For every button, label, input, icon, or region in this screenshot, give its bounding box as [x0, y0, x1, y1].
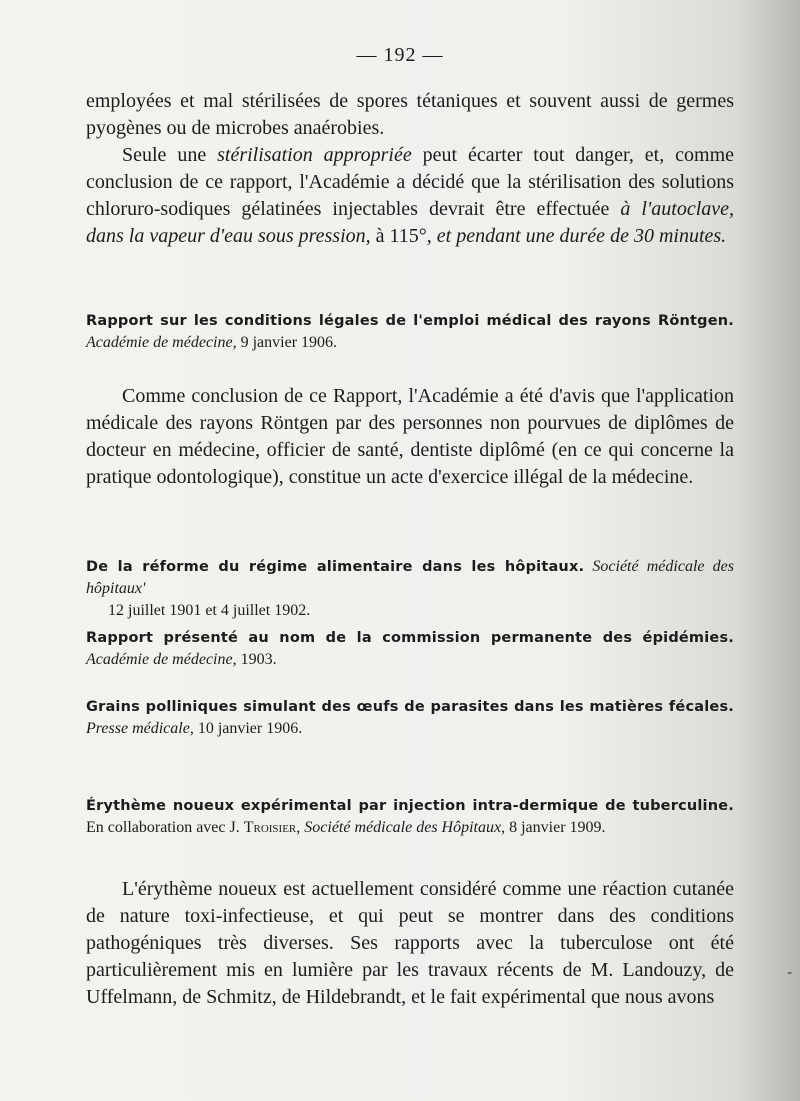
margin-mark: -	[787, 965, 792, 980]
reference-date: 8 janvier 1909.	[505, 819, 606, 836]
reference-collaboration: En collaboration avec J.	[86, 819, 244, 836]
reference-epidemies	[86, 627, 734, 671]
reference-author: Troisier	[243, 819, 297, 836]
reference-regime	[86, 556, 734, 622]
text-run: peut écarter tout danger, et, comme conclusion de ce rapport, l'Académie a décidé que la stérilisation des solutions chloruro-sodiques gélatinées injectables devrait être effectuée	[86, 144, 734, 220]
paragraph-text: L'érythème noueux est actuellement considéré comme une réaction cutanée de nature toxi-infectieuse, et qui peut se montrer dans des conditions pathogéniques très diverses. Ses rapports avec la tuberculose ont été particulièrement mis en lumière par les travaux récents de M. Landouzy, de Uffelmann, de Schmitz, de Hildebrandt, et le fait expérimental que nous avons	[86, 878, 734, 1008]
reference-entry	[86, 310, 734, 354]
paragraph-text: Comme conclusion de ce Rapport, l'Académie a été d'avis que l'application médicale des rayons Röntgen par des personnes non pourvues de diplômes de docteur en médecine, officier de santé, dentiste diplômé (en ce qui concerne la pratique odontologique), constitue un acte d'exercice illégal de la médecine.	[86, 385, 734, 488]
reference-rontgen	[86, 310, 734, 354]
page-number: — 192 —	[356, 44, 444, 66]
reference-venue: Presse médicale,	[86, 720, 194, 737]
reference-entry	[86, 556, 734, 622]
emphasis-sterilisation: stérilisation appropriée	[217, 144, 412, 166]
reference-title: Érythème noueux expérimental par injection intra-dermique de tuberculine.	[86, 798, 734, 814]
paragraph-erytheme	[86, 876, 734, 1011]
reference-date: 10 janvier 1906.	[193, 720, 303, 737]
reference-erytheme	[86, 795, 734, 839]
reference-date: 12 juillet 1901 et 4 juillet 1902.	[108, 602, 311, 619]
reference-venue: Société médicale des hôpitaux'	[86, 558, 734, 597]
emphasis-autoclave: à l'autoclave, dans la vapeur d'eau sous pression,	[86, 198, 735, 247]
reference-entry	[86, 795, 734, 839]
emphasis-duration: et pendant une durée de 30 minutes.	[436, 225, 727, 247]
reference-grains	[86, 696, 734, 740]
paragraph-continuation	[86, 88, 734, 142]
reference-date: 9 janvier 1906.	[236, 334, 338, 351]
text-run: Seule une	[122, 144, 218, 166]
paragraph-text: employées et mal stérilisées de spores tétaniques et souvent aussi de germes pyogènes ou de microbes anaérobies.	[86, 90, 734, 139]
reference-venue: Académie de médecine,	[86, 334, 237, 351]
reference-date: 1903.	[236, 651, 277, 668]
reference-title: Rapport présenté au nom de la commission permanente des épidémies.	[86, 630, 734, 646]
reference-title: Grains polliniques simulant des œufs de parasites dans les matières fécales.	[86, 699, 734, 715]
text-run: à 115°,	[370, 225, 437, 247]
paragraph-sterilisation	[86, 142, 734, 250]
reference-entry	[86, 696, 734, 740]
reference-title: De la réforme du régime alimentaire dans les hôpitaux.	[86, 559, 585, 575]
reference-entry	[86, 627, 734, 671]
reference-venue: Académie de médecine,	[86, 651, 237, 668]
reference-title: Rapport sur les conditions légales de l'emploi médical des rayons Röntgen.	[86, 313, 734, 329]
paragraph-rontgen	[86, 383, 734, 491]
reference-venue: Société médicale des Hôpitaux,	[304, 819, 506, 836]
reference-separator: ,	[296, 819, 305, 836]
paragraph-text	[86, 142, 734, 250]
